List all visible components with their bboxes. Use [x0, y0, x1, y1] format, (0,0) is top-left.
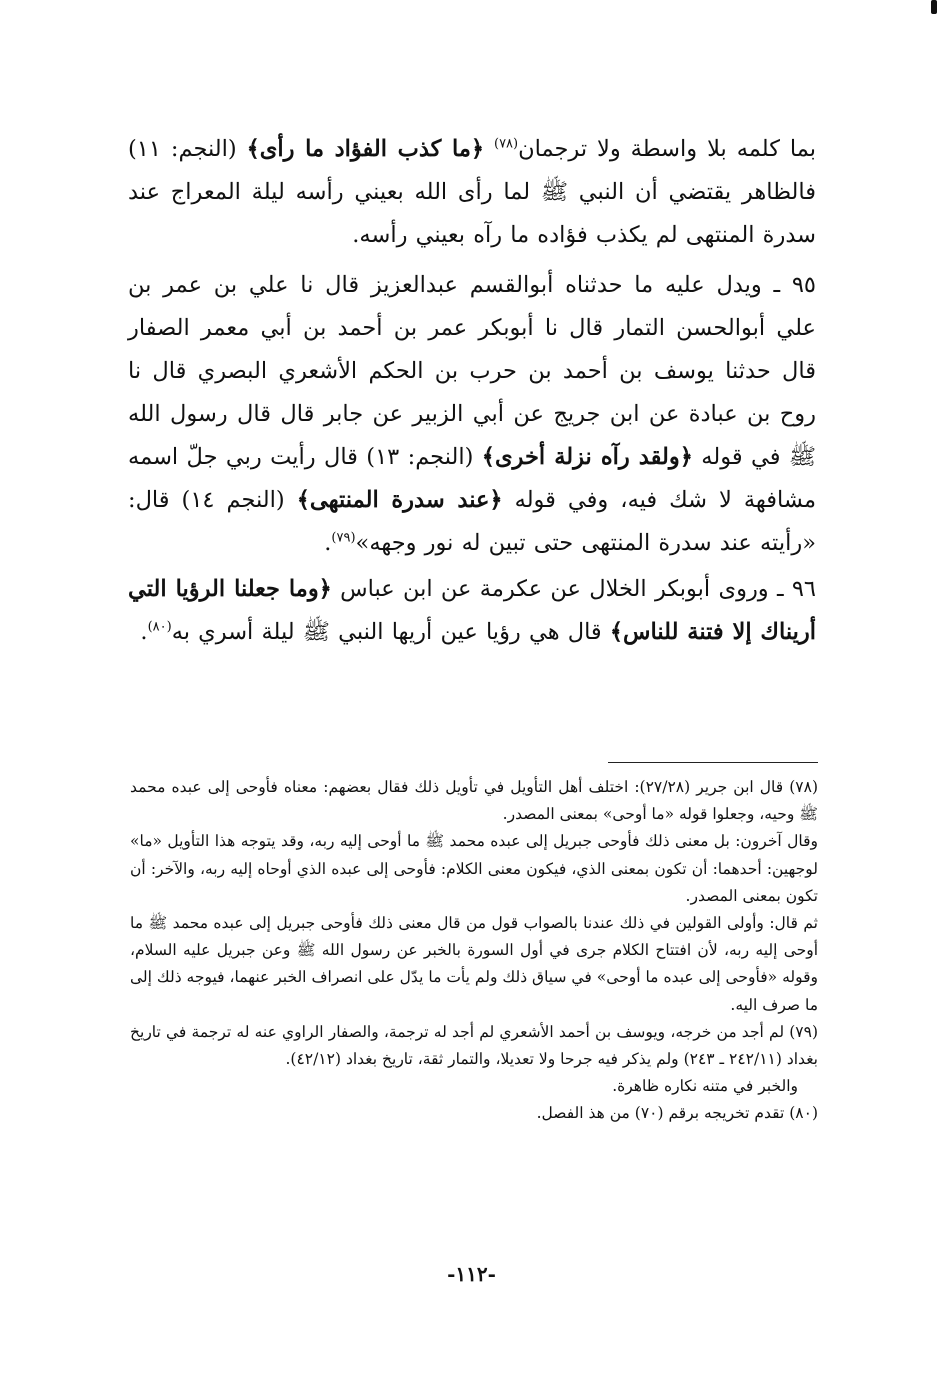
quran-verse-al-isra-60: ﴿وما جعلنا الرؤيا التي أريناك إلا فتنة للناس﴾ [128, 576, 816, 645]
footnotes-section [130, 774, 818, 1128]
p3-text-end: قال هي رؤيا عين أريها النبي ﷺ ليلة أسري به [171, 619, 602, 645]
footnote-78-part-2: وقال آخرون: بل معنى ذلك فأوحى جبريل إلى عبده محمد ﷺ ما أوحى إليه ربه، وقد يتوجه هذا التأويل «ما» لوجهين: أحدهما: أن تكون بمعنى الذي، فيكون معنى الكلام: فأوحى إلى عبده الذي أوحاه إليه ربه، والآخر: أن تكون بمعنى المصدر. [130, 832, 818, 905]
p1-text-start: بما كلمه بلا واسطة ولا ترجمان [518, 136, 817, 162]
p2-text-middle: (النجم: ١٣) قال رأيت ربي جلّ اسمه مشافهة لا شك فيه، وفي قوله [128, 444, 817, 513]
paragraph-96 [128, 568, 816, 654]
p2-period: . [324, 530, 332, 556]
quran-verse-an-najm-11: ﴿ما كذب الفؤاد ما رأى﴾ [246, 136, 485, 162]
paragraph-95 [128, 264, 816, 565]
footnote-79-part-2: والخبر في متنه نكاره ظاهرة. [612, 1077, 798, 1096]
p1-text-end: (النجم: ١١) فالظاهر يقتضي أن النبي ﷺ لما رأى الله بعيني رأسه ليلة المعراج عند سدرة المنتهى لم يكذب فؤاده ما رآه بعيني رأسه. [128, 136, 816, 248]
footnote-80: (٨٠) تقدم تخريجه برقم (٧٠) من هذ الفصل. [536, 1104, 818, 1123]
footnote-separator [608, 762, 818, 763]
p2-text-end: (النجم ١٤) قال: «رأيته عند سدرة المنتهى حتى تبين له نور وجهه» [128, 487, 816, 556]
footnote-ref-80: (٨٠) [147, 619, 172, 635]
footnote-79-part-1: (٧٩) لم أجد من خرجه، ويوسف بن أحمد الأشعري لم أجد له ترجمة، والصفار الراوي عنه له ترجمة في تاريخ بغداد (٢٤٢/١١ ـ ٢٤٣) ولم يذكر فيه جرحا ولا تعديلا، والتمار ثقة، تاريخ بغداد (٤٢/١٢). [130, 1022, 818, 1069]
page-number: -١١٢- [447, 1262, 496, 1286]
p2-text-start: ٩٥ ـ ويدل عليه ما حدثناه أبوالقسم عبدالعزيز قال نا علي بن عمر بن علي أبوالحسن التمار قال نا أبوبكر عمر بن أحمد بن أبي معمر الصفار قال حدثنا يوسف بن أحمد بن حرب بن الحكم الأشعري البصري قال نا روح بن عبادة عن ابن جريج عن أبي الزبير عن جابر قال قال رسول الله ﷺ في قوله [128, 272, 817, 470]
paragraph-continuation [128, 128, 816, 257]
footnote-78-part-1: (٧٨) قال ابن جرير (٢٧/٢٨): اختلف أهل التأويل في تأويل ذلك فقال بعضهم: معناه فأوحى إلى عبده محمد ﷺ وحيه، وجعلوا قوله «ما أوحى» بمعنى المصدر. [130, 778, 818, 824]
footnote-78-part-3: ثم قال: وأولى القولين في ذلك عندنا بالصواب قول من قال معنى ذلك فأوحى جبريل إلى عبده محمد ﷺ ما أوحى إليه ربه، لأن افتتاح الكلام جرى في أول السورة بالخبر عن رسول الله ﷺ وعن جبريل عليه السلام، وقوله «فأوحى إلى عبده ما أوحى» في سياق ذلك ولم يأت ما يدّل على انصراف الخبر عنهما، فيوجه ذلك إلى ما صرف اليه. [130, 914, 818, 1014]
quran-verse-an-najm-13: ﴿ولقد رآه نزلة أخرى﴾ [481, 444, 693, 470]
scan-corner-mark [931, 0, 937, 14]
p3-text-start: ٩٦ ـ وروى أبوبكر الخلال عن عكرمة عن ابن عباس [340, 576, 817, 602]
footnote-ref-78: (٧٨) [494, 136, 519, 152]
p3-period: . [140, 619, 148, 645]
quran-verse-an-najm-14: ﴿عند سدرة المنتهى﴾ [296, 487, 503, 513]
footnote-ref-79: (٧٩) [331, 530, 356, 546]
